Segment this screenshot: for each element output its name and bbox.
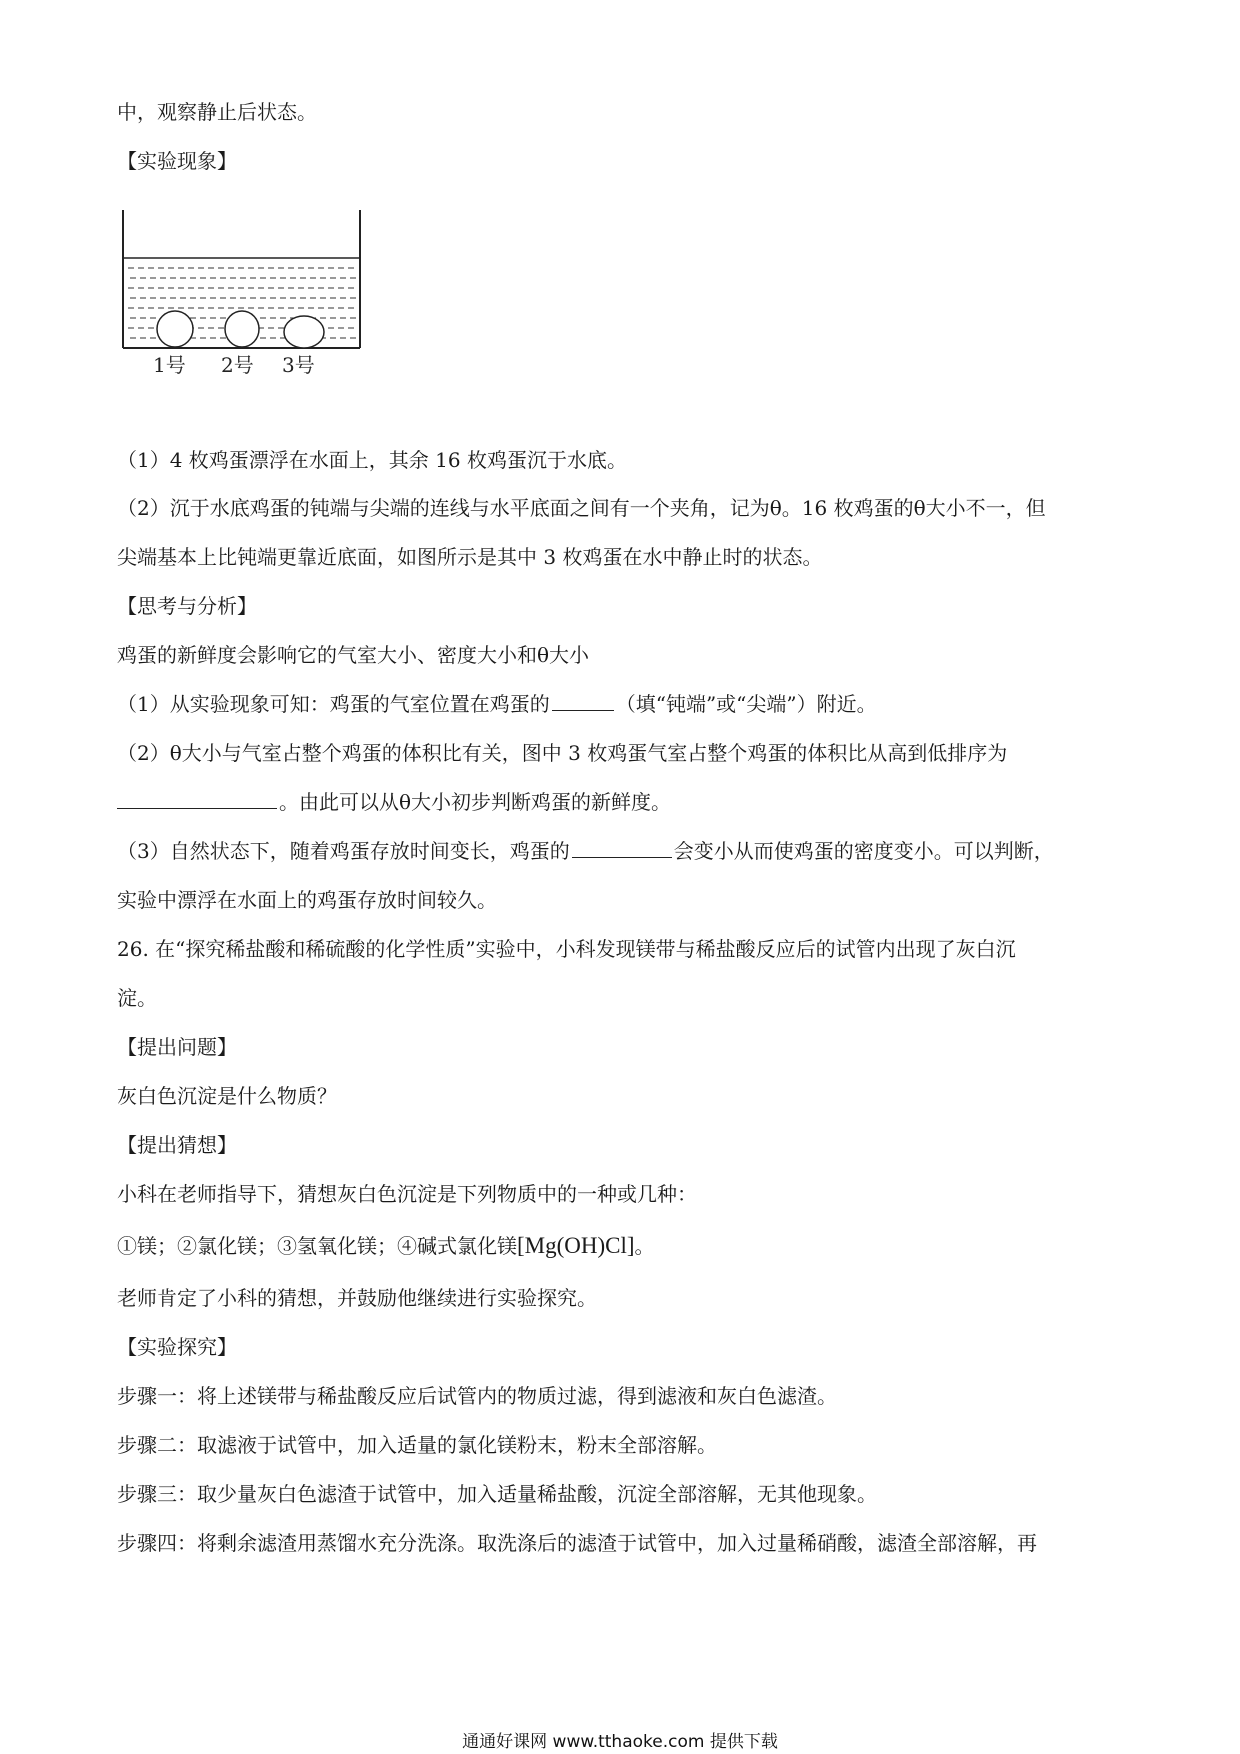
- question-text: 。由此可以从θ大小初步判断鸡蛋的新鲜度。: [279, 790, 672, 814]
- section-heading-experiment: 【实验探究】: [117, 1335, 237, 1359]
- text-line: 实验中漂浮在水面上的鸡蛋存放时间较久。: [117, 888, 497, 912]
- egg-1: [157, 311, 193, 347]
- hypothesis-options: [117, 1232, 655, 1260]
- step-two: 步骤二：取滤液于试管中，加入适量的氯化镁粉末，粉末全部溶解。: [117, 1433, 717, 1457]
- egg-label-1: 1号: [153, 353, 186, 377]
- answer-blank[interactable]: [572, 837, 672, 858]
- section-heading-analysis: 【思考与分析】: [117, 594, 257, 618]
- egg-3: [284, 316, 324, 348]
- text-line: 鸡蛋的新鲜度会影响它的气室大小、密度大小和θ大小: [117, 643, 590, 667]
- text-line: 尖端基本上比钝端更靠近底面，如图所示是其中 3 枚鸡蛋在水中静止时的状态。: [117, 545, 823, 569]
- text-line: 中，观察静止后状态。: [117, 100, 317, 124]
- text-line: 小科在老师指导下，猜想灰白色沉淀是下列物质中的一种或几种：: [117, 1182, 697, 1206]
- egg-beaker-figure: [118, 208, 368, 378]
- text-line: （1）4 枚鸡蛋漂浮在水面上，其余 16 枚鸡蛋沉于水底。: [117, 448, 627, 472]
- answer-blank[interactable]: [117, 788, 277, 809]
- chemical-formula: [Mg(OH)Cl]: [517, 1233, 635, 1258]
- question-line-1: [117, 690, 877, 718]
- step-four: 步骤四：将剩余滤渣用蒸馏水充分洗涤。取洗涤后的滤渣于试管中，加入过量稀硝酸，滤渣全部溶解，再: [117, 1531, 1037, 1555]
- egg-label-2: 2号: [221, 353, 254, 377]
- footer-watermark: 通通好课网 www.tthaoke.com 提供下载: [462, 1732, 778, 1752]
- step-three: 步骤三：取少量灰白色滤渣于试管中，加入适量稀盐酸，沉淀全部溶解，无其他现象。: [117, 1482, 877, 1506]
- question-text: （1）从实验现象可知：鸡蛋的气室位置在鸡蛋的: [117, 692, 550, 716]
- text-line: 老师肯定了小科的猜想，并鼓励他继续进行实验探究。: [117, 1286, 597, 1310]
- section-heading-question: 【提出问题】: [117, 1035, 237, 1059]
- section-heading-phenomenon: 【实验现象】: [117, 149, 237, 173]
- options-text: ①镁；②氯化镁；③氢氧化镁；④碱式氯化镁: [117, 1234, 517, 1258]
- egg-label-3: 3号: [282, 353, 315, 377]
- question-text: （3）自然状态下，随着鸡蛋存放时间变长，鸡蛋的: [117, 839, 570, 863]
- question-line-3: [117, 837, 1054, 865]
- text-line: （2）沉于水底鸡蛋的钝端与尖端的连线与水平底面之间有一个夹角，记为θ。16 枚鸡蛋的θ大小不一，但: [117, 496, 1046, 520]
- period: 。: [634, 1234, 655, 1258]
- question-text: （填“钝端”或“尖端”）附近。: [615, 692, 877, 716]
- text-line: （2）θ大小与气室占整个鸡蛋的体积比有关，图中 3 枚鸡蛋气室占整个鸡蛋的体积比从高到低排序为: [117, 741, 1008, 765]
- text-line: 淀。: [117, 986, 157, 1010]
- section-heading-hypothesis: 【提出猜想】: [117, 1133, 237, 1157]
- question-26-title: 26. 在“探究稀盐酸和稀硫酸的化学性质”实验中，小科发现镁带与稀盐酸反应后的试管内出现了灰白沉: [117, 937, 1016, 961]
- text-line: 灰白色沉淀是什么物质？: [117, 1084, 337, 1108]
- answer-blank[interactable]: [552, 690, 614, 711]
- question-text: 会变小从而使鸡蛋的密度变小。可以判断，: [673, 839, 1054, 863]
- step-one: 步骤一：将上述镁带与稀盐酸反应后试管内的物质过滤，得到滤液和灰白色滤渣。: [117, 1384, 837, 1408]
- egg-2: [225, 311, 259, 347]
- question-line-2: [117, 788, 671, 816]
